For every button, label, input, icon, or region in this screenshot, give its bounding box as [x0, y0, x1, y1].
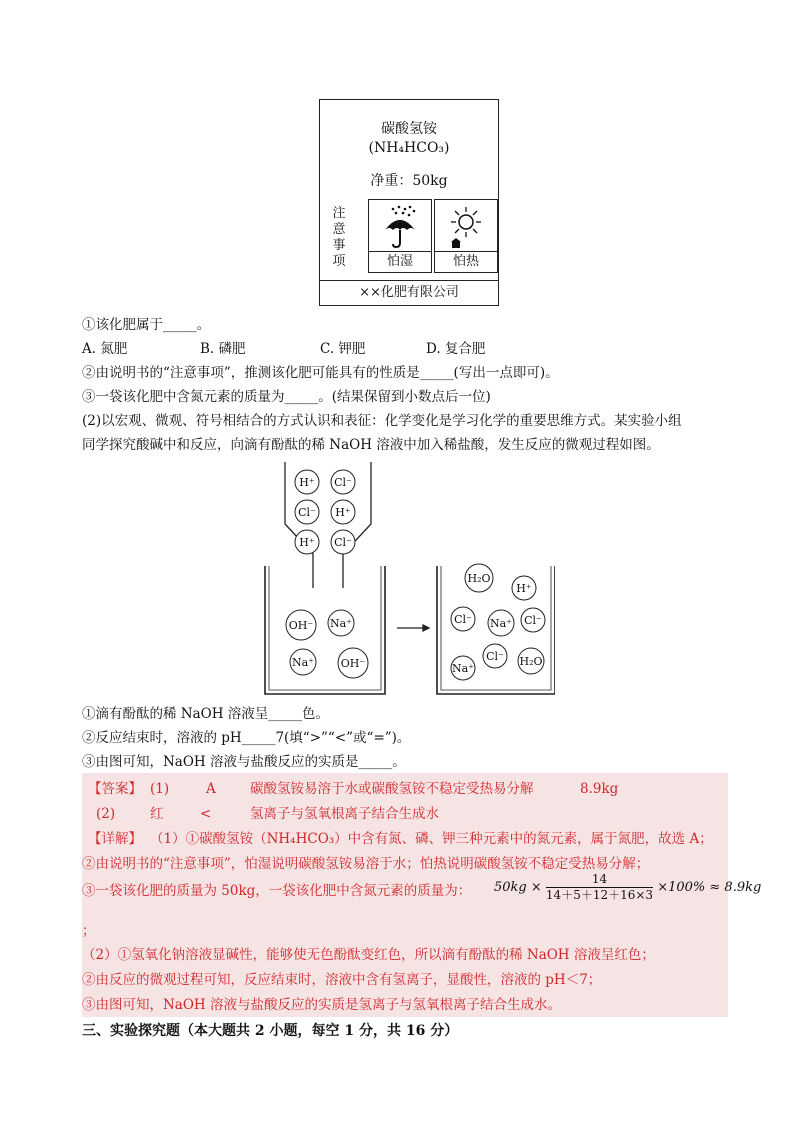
q1-ii: ②由说明书的“注意事项”，推测该化肥可能具有的性质是_____(写出一点即可)。	[82, 365, 559, 381]
label-formula: (NH₄HCO₃)	[368, 140, 450, 156]
q1-opt-c: C. 钾肥	[320, 341, 366, 357]
notice-char: 项	[332, 254, 346, 269]
ion-beaker2: H₂O	[467, 572, 491, 585]
ion-beaker2: H⁺	[516, 582, 532, 595]
notice-char: 注	[332, 206, 346, 221]
icon1-caption: 怕湿	[369, 251, 431, 272]
humidity-warning	[368, 199, 432, 273]
umbrella-rain-icon	[379, 204, 421, 250]
formula-fraction	[546, 872, 653, 903]
answer-2-c: 氢离子与氢氧根离子结合生成水	[250, 806, 439, 822]
detail-line-5: （2）①氢氧化钠溶液显碱性，能够使无色酚酞变红色，所以滴有酚酞的稀 NaOH 溶液呈红色；	[82, 947, 655, 963]
heat-warning	[434, 199, 498, 273]
ion-dropper: Cl⁻	[334, 536, 352, 549]
ion-beaker2: Cl⁻	[486, 650, 504, 663]
answer-1-b: 碳酸氢铵易溶于水或碳酸氢铵不稳定受热易分解	[250, 781, 534, 797]
detail-line-1: （1）①碳酸氢铵（NH₄HCO₃）中含有氮、磷、钾三种元素中的氮元素，属于氮肥，故选 A；	[150, 831, 713, 847]
fertilizer-label	[319, 99, 499, 306]
mass-formula	[494, 872, 761, 903]
q1-iii: ③一袋该化肥中含氮元素的质量为_____。(结果保留到小数点后一位)	[82, 389, 491, 405]
label-title: 碳酸氢铵	[381, 121, 437, 137]
q2-intro-1: (2)以宏观、微观、符号相结合的方式认识和表征：化学变化是学习化学的重要思维方式。某实验小组	[82, 413, 682, 429]
label-company: ××化肥有限公司	[320, 280, 498, 305]
ion-beaker2: Cl⁻	[524, 614, 542, 627]
formula-numerator: 14	[546, 872, 653, 888]
ion-beaker1: OH⁻	[288, 619, 314, 632]
reaction-diagram	[255, 462, 555, 698]
section-3-heading: 三、实验探究题（本大题共 2 小题，每空 1 分，共 16 分）	[82, 1023, 459, 1039]
ion-beaker2: Cl⁻	[454, 613, 472, 626]
answer-2-b: <	[200, 806, 212, 822]
detail-line-4: ；	[82, 923, 96, 939]
ion-beaker2: H₂O	[519, 655, 543, 668]
icon2-caption: 怕热	[435, 251, 497, 272]
q1-opt-d: D. 复合肥	[426, 341, 486, 357]
formula-right: ×100% ≈ 8.9kg	[657, 880, 762, 895]
formula-denominator: 14＋5＋12＋16×3	[545, 888, 654, 902]
ion-dropper: Cl⁻	[334, 476, 352, 489]
detail-line-3: ③一袋该化肥的质量为 50kg，一袋该化肥中含氮元素的质量为：	[82, 883, 472, 899]
q1-i: ①该化肥属于_____。	[82, 317, 211, 333]
ion-beaker1: Na⁺	[330, 617, 352, 630]
notice-vertical	[331, 206, 347, 270]
detail-line-2: ②由说明书的“注意事项”，怕湿说明碳酸氢铵易溶于水；怕热说明碳酸氢铵不稳定受热易分解；	[82, 856, 650, 872]
q2-i: ①滴有酚酞的稀 NaOH 溶液呈_____色。	[82, 706, 330, 722]
formula-left: 50kg ×	[494, 880, 542, 895]
notice-char: 意	[332, 222, 346, 237]
answer-1-c: 8.9kg	[580, 781, 619, 797]
ion-beaker2: Na⁺	[452, 662, 474, 675]
ion-dropper: H⁺	[335, 506, 351, 519]
ion-beaker1: Na⁺	[292, 656, 314, 669]
detail-line-6: ②由反应的微观过程可知，反应结束时，溶液中含有氢离子，显酸性，溶液的 pH＜7；	[82, 972, 602, 988]
answer-label: 【答案】	[88, 781, 142, 797]
ion-dropper: Cl⁻	[298, 506, 316, 519]
sun-heat-icon	[445, 204, 487, 250]
ion-beaker2: Na⁺	[490, 617, 512, 630]
q1-opt-b: B. 磷肥	[200, 341, 246, 357]
ion-dropper: H⁺	[299, 476, 315, 489]
notice-char: 事	[332, 238, 346, 253]
q2-ii: ②反应结束时，溶液的 pH_____7(填“>”“<”或“=”)。	[82, 730, 411, 746]
answer-2-num: (2)	[96, 806, 116, 822]
q1-opt-a: A. 氮肥	[82, 341, 128, 357]
q2-iii: ③由图可知，NaOH 溶液与盐酸反应的实质是_____。	[82, 754, 406, 770]
answer-1-a: A	[206, 781, 216, 797]
beaker1	[265, 566, 385, 694]
ion-dropper: H⁺	[299, 536, 315, 549]
detail-line-7: ③由图可知，NaOH 溶液与盐酸反应的实质是氢离子与氢氧根离子结合生成水。	[82, 997, 561, 1013]
label-weight: 净重：50kg	[370, 173, 448, 189]
detail-label: 【详解】	[88, 831, 142, 847]
answer-1-num: (1)	[150, 781, 170, 797]
q2-intro-2: 同学探究酸碱中和反应，向滴有酚酞的稀 NaOH 溶液中加入稀盐酸，发生反应的微观过程如图。	[82, 437, 660, 453]
ion-beaker1: OH⁻	[340, 657, 366, 670]
answer-2-a: 红	[150, 806, 164, 822]
